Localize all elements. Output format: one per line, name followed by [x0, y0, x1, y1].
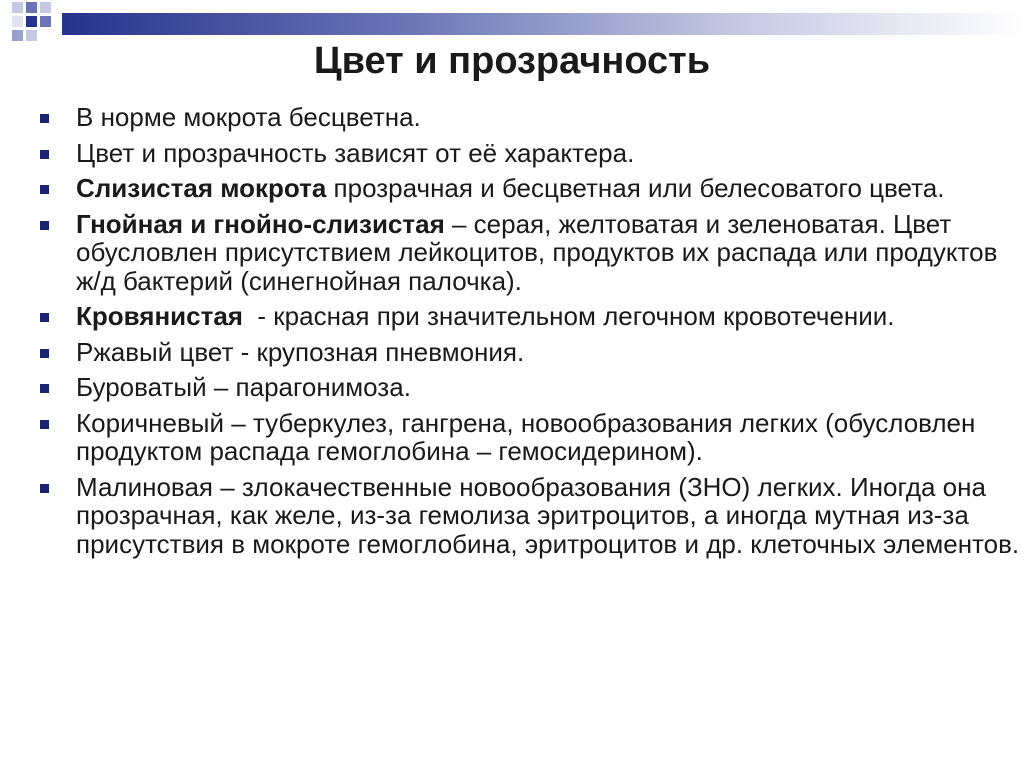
bullet-bold-text: Слизистая мокрота — [76, 173, 327, 203]
decor-square — [40, 16, 51, 27]
bullet-bold-text: Кровянистая — [76, 301, 243, 331]
bullet-item — [40, 338, 1020, 367]
bullet-square-icon — [40, 349, 49, 358]
bullet-text: – серая, желтоватая и зеленоватая. Цвет обусловлен присутствием лейкоцитов, продуктов их распада или продуктов ж/д бактерий (синегнойная палочка). — [76, 208, 998, 296]
bullet-item — [40, 473, 1020, 559]
bullet-text: Малиновая – злокачественные новообразования (ЗНО) легких. Иногда она прозрачная, как желе, из-за гемолиза эритроцитов, а иногда мутная из-за присутствия в мокроте гемоглобина, эритроцитов и др. клеточных элементов. — [76, 471, 1020, 559]
decor-square — [26, 16, 37, 27]
page-title: Цвет и прозрачность — [313, 40, 711, 82]
bullet-text: Коричневый – туберкулез, гангрена, новообразования легких (обусловлен продуктом распада гемоглобина – гемосидерином). — [76, 407, 976, 466]
bullet-square-icon — [40, 114, 49, 123]
bullet-square-icon — [40, 484, 49, 493]
bullet-text: Буроватый – парагонимоза. — [76, 372, 411, 402]
bullet-item — [40, 210, 1020, 296]
bullet-item — [40, 174, 1020, 203]
bullet-text: прозрачная и бесцветная или белесоватого цвета. — [326, 173, 945, 203]
bullet-text: В норме мокрота бесцветна. — [76, 102, 421, 132]
bullet-text: Цвет и прозрачность зависят от её характера. — [76, 137, 635, 168]
bullet-text: Ржавый цвет - крупозная пневмония. — [76, 336, 525, 367]
bullet-text: - красная при значительном легочном кровотечении. — [242, 301, 895, 331]
header-gradient-band — [62, 13, 1024, 35]
bullet-item — [40, 103, 1020, 132]
decor-square — [26, 2, 37, 13]
bullet-bold-text: Гнойная и гнойно-слизистая — [76, 208, 445, 239]
decor-square — [12, 2, 23, 13]
bullet-square-icon — [40, 185, 49, 194]
bullet-square-icon — [40, 221, 49, 230]
decor-square — [12, 16, 23, 27]
bullet-square-icon — [40, 313, 49, 322]
bullet-square-icon — [40, 420, 49, 429]
decor-square — [40, 2, 51, 13]
bullet-list — [40, 103, 1020, 565]
header-decoration — [0, 0, 1024, 42]
bullet-square-icon — [40, 384, 49, 393]
bullet-item — [40, 409, 1020, 466]
bullet-item — [40, 139, 1020, 168]
bullet-item — [40, 373, 1020, 402]
bullet-square-icon — [40, 150, 49, 159]
bullet-item — [40, 302, 1020, 331]
